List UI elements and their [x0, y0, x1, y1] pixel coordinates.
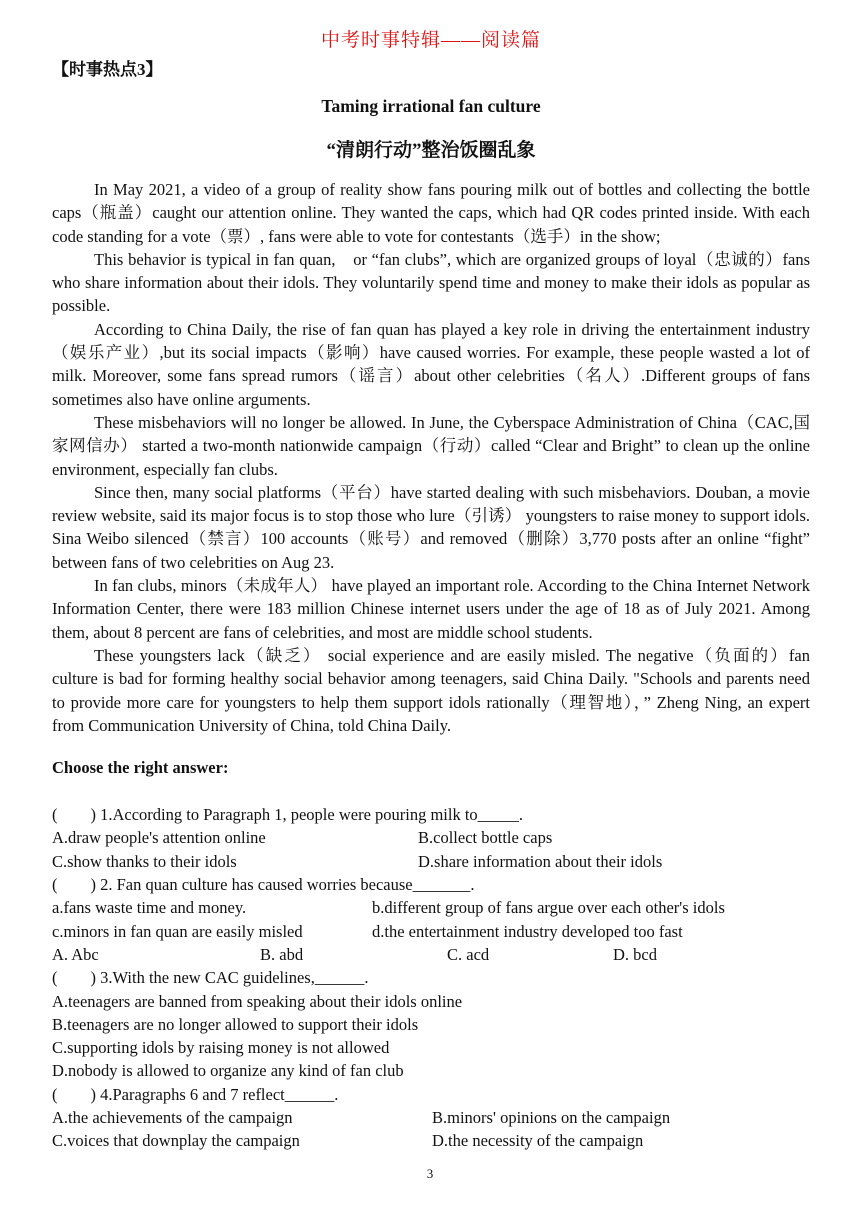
- question-2-combo-c: C. acd: [447, 944, 490, 964]
- question-2-combo-d: D. bcd: [613, 944, 657, 964]
- question-3: [52, 966, 810, 1082]
- question-4-option-c: C.voices that downplay the campaign: [52, 1131, 300, 1151]
- question-2: [52, 873, 810, 966]
- question-1-stem: ( ) 1.According to Paragraph 1, people were pouring milk to_____.: [52, 805, 524, 825]
- question-1-options-row-2: [52, 850, 810, 873]
- question-1-option-c: C.show thanks to their idols: [52, 851, 237, 871]
- question-3-stem: ( ) 3.With the new CAC guidelines,______.: [52, 968, 369, 988]
- page-number: 3: [426, 1166, 434, 1181]
- paragraph-4: These misbehaviors will no longer be allowed. In June, the Cyberspace Administration of China（CAC,国家网信办） started a two-month nationwide campaign（行动）called “Clear and Bright” to clean up the online environment, especially fan clubs.: [52, 412, 810, 479]
- question-3-option-c: C.supporting idols by raising money is not allowed: [52, 1038, 390, 1058]
- section-label: 【时事热点3】: [52, 60, 163, 79]
- article-title-english: Taming irrational fan culture: [321, 96, 541, 116]
- question-2-option-b: b.different group of fans argue over each other's idols: [372, 898, 725, 918]
- question-3-option-d: D.nobody is allowed to organize any kind of fan club: [52, 1061, 404, 1081]
- question-2-combo-b: B. abd: [260, 944, 304, 964]
- question-4: [52, 1083, 810, 1153]
- question-4-stem: ( ) 4.Paragraphs 6 and 7 reflect______.: [52, 1084, 339, 1104]
- question-2-option-a: a.fans waste time and money.: [52, 898, 247, 918]
- question-2-options-row-1: [52, 896, 810, 919]
- article-body: [52, 178, 810, 737]
- question-2-option-c: c.minors in fan quan are easily misled: [52, 921, 303, 941]
- paragraph-5: Since then, many social platforms（平台）have started dealing with such misbehaviors. Douban, a movie review website, said its major focus is to stop those who lure（引诱） youngsters to raise money to support idols. Sina Weibo silenced（禁言）100 accounts（账号）and removed（删除）3,770 posts after an online “fight” between fans of two celebrities on Aug 23.: [52, 482, 810, 572]
- document-header-title: 中考时事特辑——阅读篇: [320, 30, 541, 51]
- question-4-option-b: B.minors' opinions on the campaign: [432, 1107, 671, 1127]
- question-2-combo-a: A. Abc: [52, 944, 99, 964]
- quiz-section: [52, 803, 810, 1152]
- question-4-options-row-2: [52, 1129, 810, 1152]
- article-title-chinese: “清朗行动”整治饭圈乱象: [326, 140, 536, 161]
- question-4-option-a: A.the achievements of the campaign: [52, 1107, 293, 1127]
- question-2-options-row-2: [52, 920, 810, 943]
- question-2-option-d: d.the entertainment industry developed too fast: [372, 921, 683, 941]
- paragraph-2: This behavior is typical in fan quan, or “fan clubs”, which are organized groups of loyal（忠诚的）fans who share information about their idols. They voluntarily spend time and money to make their idols as popular as possible.: [52, 249, 810, 316]
- question-1-options-row-1: [52, 826, 810, 849]
- paragraph-3: According to China Daily, the rise of fan quan has played a key role in driving the entertainment industry（娱乐产业）,but its social impacts（影响）have caused worries. For example, these people wasted a lot of milk. Moreover, some fans spread rumors（谣言）about other celebrities（名人）.Different groups of fans sometimes also have online arguments.: [52, 319, 810, 409]
- question-4-option-d: D.the necessity of the campaign: [432, 1131, 644, 1151]
- question-1: [52, 803, 810, 873]
- quiz-heading: Choose the right answer:: [52, 758, 229, 778]
- question-3-option-b: B.teenagers are no longer allowed to support their idols: [52, 1014, 419, 1034]
- paragraph-7: These youngsters lack（缺乏） social experience and are easily misled. The negative（负面的）fan culture is bad for forming healthy social behavior among teenagers, said China Daily. "Schools and parents need to provide more care for youngsters to help them support idols rationally（理智地），” Zheng Ning, an expert from Communication University of China, told China Daily.: [52, 645, 810, 735]
- question-3-option-a: A.teenagers are banned from speaking about their idols online: [52, 991, 463, 1011]
- question-1-option-a: A.draw people's attention online: [52, 828, 266, 848]
- question-2-combo-options-row: [52, 943, 810, 966]
- question-1-option-b: B.collect bottle caps: [418, 828, 553, 848]
- question-1-option-d: D.share information about their idols: [418, 851, 663, 871]
- paragraph-6: In fan clubs, minors（未成年人） have played an important role. According to the China Internet Network Information Center, there were 183 million Chinese internet users under the age of 18 as of July 2021. Among them, about 8 percent are fans of celebrities, and most are middle school students.: [52, 576, 810, 642]
- question-4-options-row-1: [52, 1106, 810, 1129]
- question-2-stem: ( ) 2. Fan quan culture has caused worries because_______.: [52, 875, 475, 895]
- paragraph-1: In May 2021, a video of a group of reality show fans pouring milk out of bottles and collecting the bottle caps（瓶盖）caught our attention online. They wanted the caps, which had QR codes printed inside. With each code standing for a vote（票）, fans were able to vote for contestants（选手）in the show;: [52, 180, 810, 246]
